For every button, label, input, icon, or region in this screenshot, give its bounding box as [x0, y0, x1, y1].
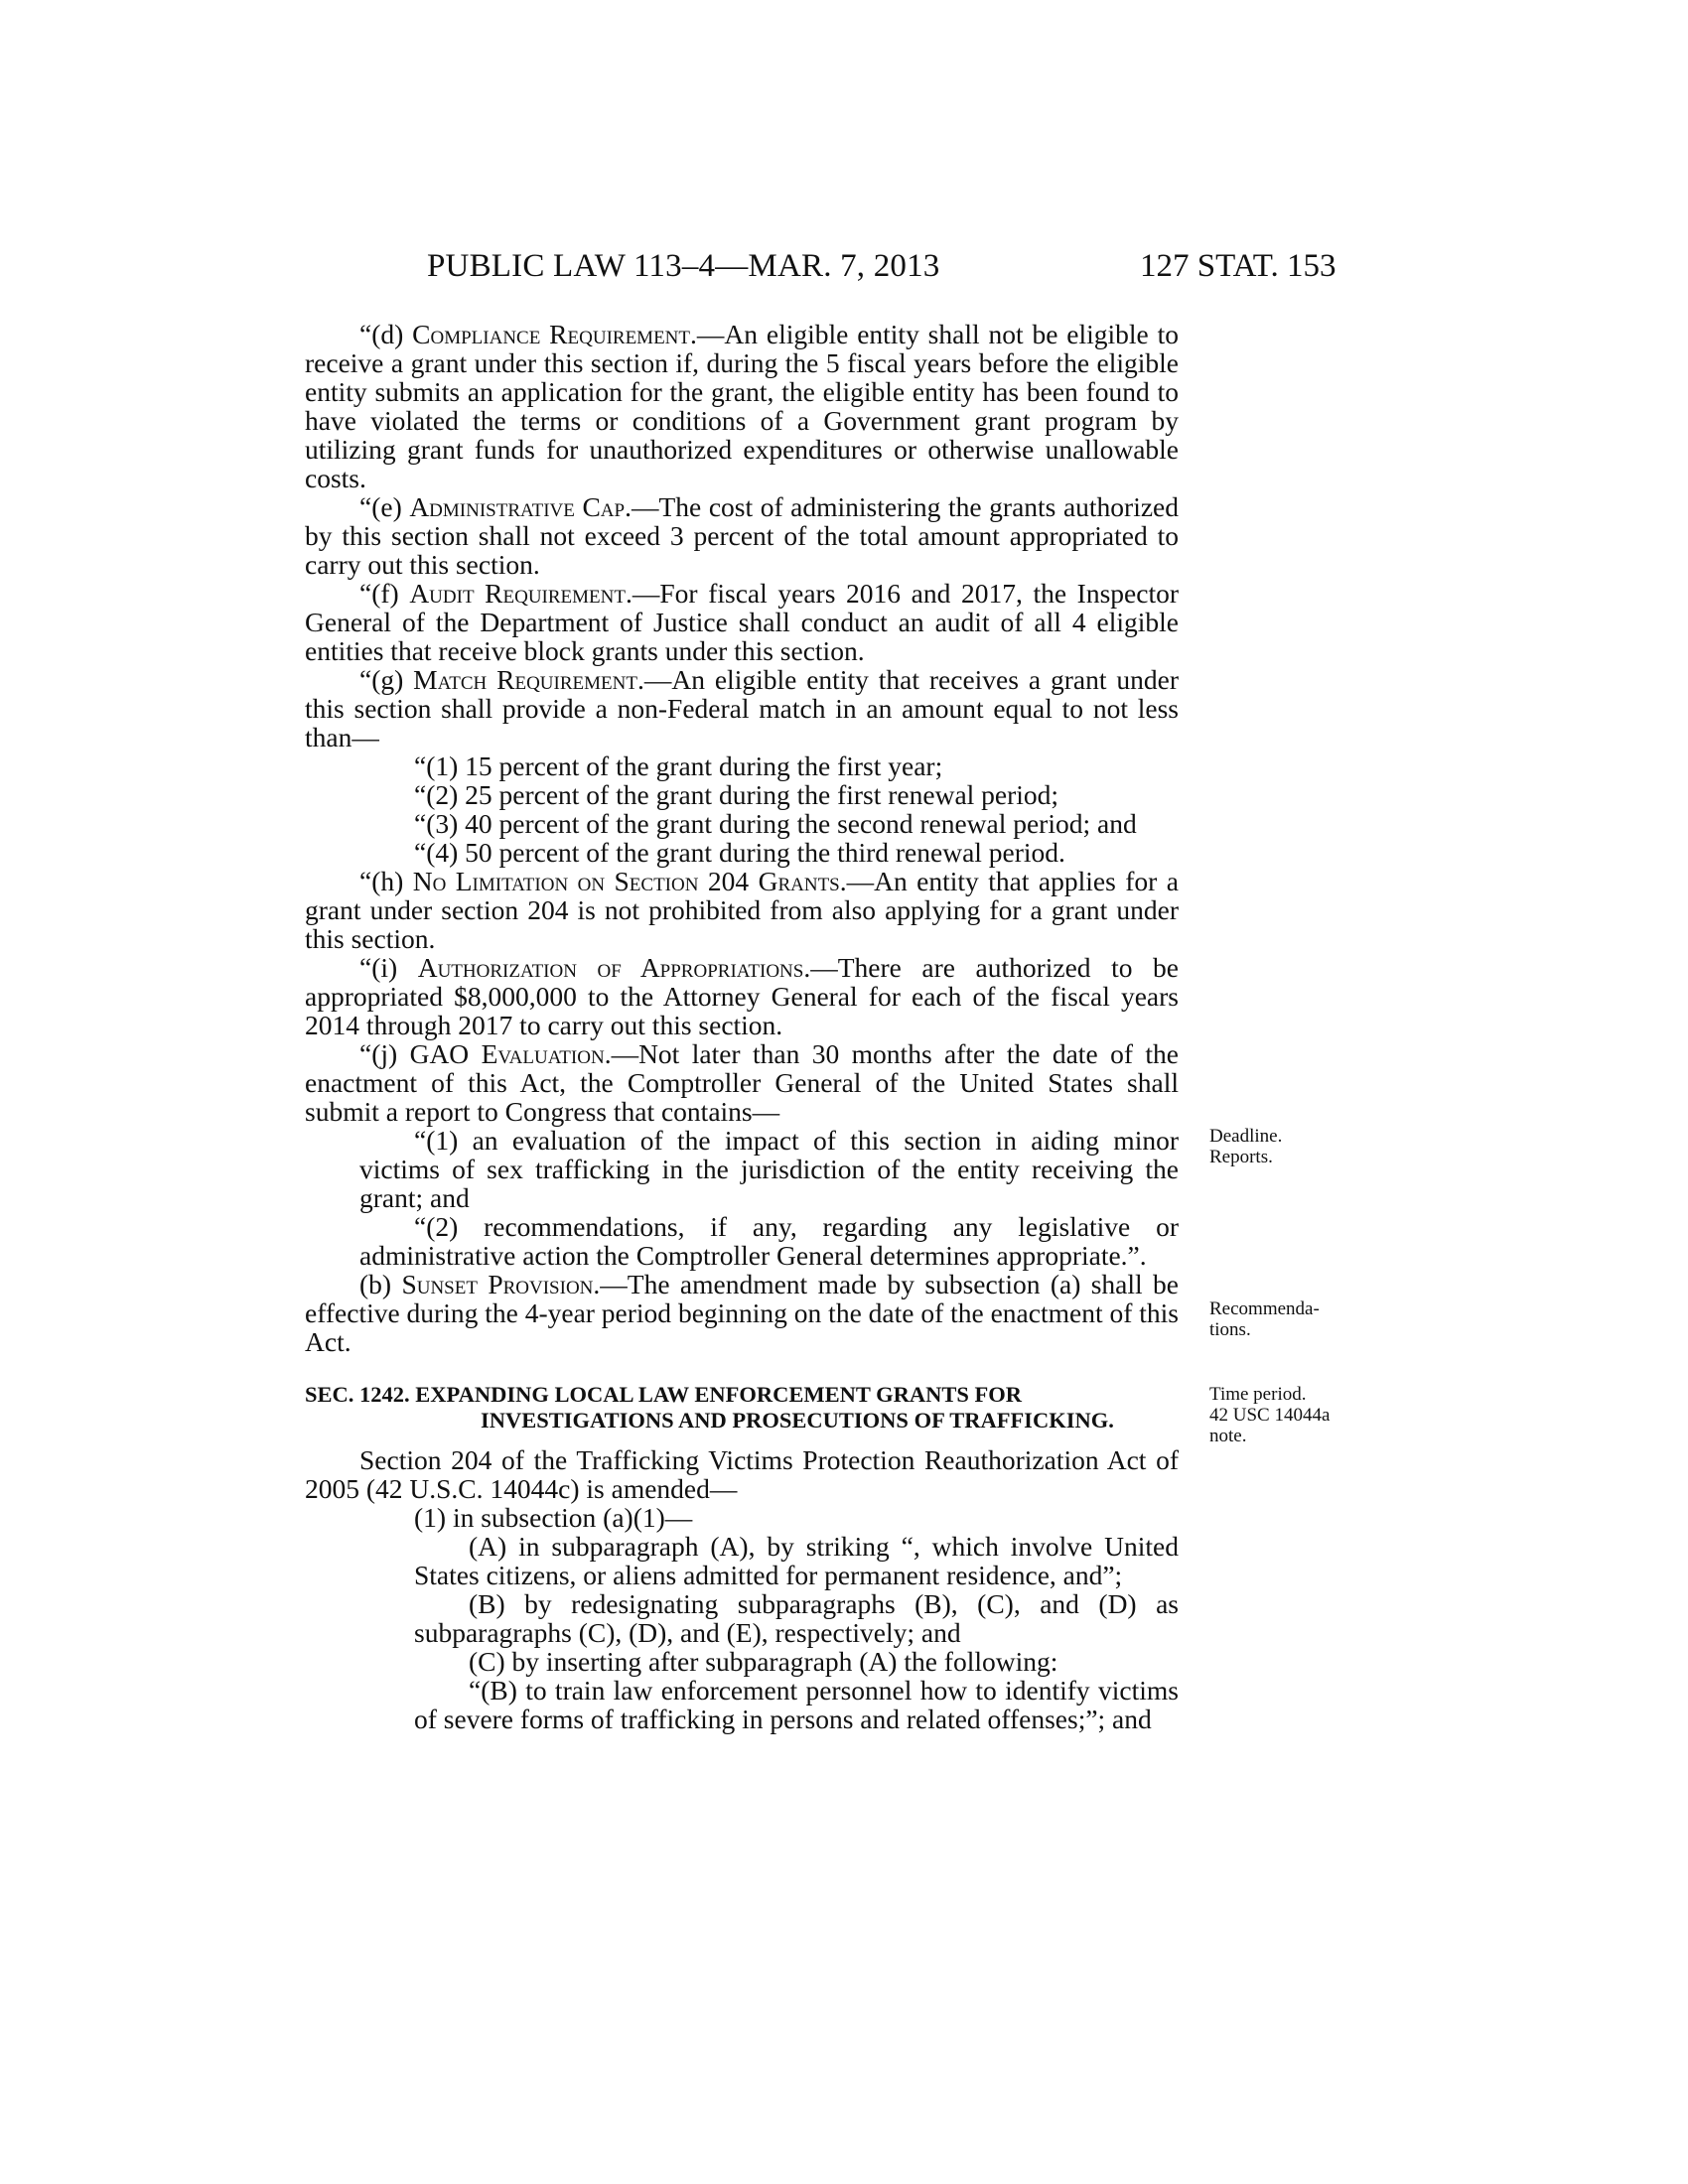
heading-no-limitation: No Limitation on Section 204 Grants [412, 866, 840, 896]
section-heading: SEC. 1242. EXPANDING LOCAL LAW ENFORCEMENT GRANTS FOR INVESTIGATIONS AND PROSECUTIONS OF TRAFFICKING. [305, 1382, 1114, 1433]
main-text-column [305, 320, 1179, 1733]
paragraph-g-1: “(1) 15 percent of the grant during the first year; [414, 751, 943, 781]
margin-note-deadline-reports: Deadline. Reports. [1209, 1126, 1283, 1167]
paragraph-j-1: “(1) an evaluation of the impact of this section in aiding minor victims of sex trafficking in the jurisdiction of the entity receiving the grant; and [359, 1125, 1179, 1213]
margin-note-recommendations: Recommenda- tions. [1209, 1298, 1320, 1340]
stat-citation: 127 STAT. 153 [1140, 248, 1336, 284]
paragraph-d: “(d) Compliance Requirement.—An eligible entity shall not be eligible to receive a grant under this section if, during the 5 fiscal years before the eligible entity submits an application for the grant, the eligible entity has been found to have violated the terms or conditions of a Government grant program by utilizing grant funds for unauthorized expenditures or otherwise unallowable costs. [305, 319, 1180, 493]
heading-audit-requirement: Audit Requirement [409, 578, 626, 609]
paragraph-1: (1) in subsection (a)(1)— [414, 1502, 693, 1533]
paragraph-quoted-B: “(B) to train law enforcement personnel how to identify victims of severe forms of trafficking in persons and related offenses;”; and [414, 1675, 1179, 1734]
heading-authorization-of-appropriations: Authorization of Appropriations [417, 952, 804, 983]
heading-match-requirement: Match Requirement [413, 664, 637, 695]
paragraph-g: “(g) Match Requirement.—An eligible entity that receives a grant under this section shall provide a non-Federal match in an amount equal to not less than— [305, 664, 1179, 752]
paragraph-A: (A) in subparagraph (A), by striking “, which involve United States citizens, or aliens admitted for permanent residence, and”; [414, 1531, 1179, 1590]
paragraph-e: “(e) Administrative Cap.—The cost of administering the grants authorized by this section shall not exceed 3 percent of the total amount appropriated to carry out this section. [305, 491, 1180, 580]
paragraph-g-4: “(4) 50 percent of the grant during the third renewal period. [414, 837, 1065, 868]
paragraph-C: (C) by inserting after subparagraph (A) the following: [469, 1646, 1058, 1677]
margin-note-time-period: Time period. 42 USC 14044a note. [1209, 1384, 1331, 1446]
heading-gao-evaluation: GAO Evaluation [409, 1038, 605, 1069]
paragraph-j-2: “(2) recommendations, if any, regarding any legislative or administrative action the Comptroller General determines appropriate.”. [359, 1211, 1179, 1271]
heading-compliance-requirement: Compliance Requirement [412, 319, 691, 349]
running-head: PUBLIC LAW 113–4—MAR. 7, 2013 [427, 248, 940, 284]
paragraph-i: “(i) Authorization of Appropriations.—There are authorized to be appropriated $8,000,000 to the Attorney General for each of the fiscal years 2014 through 2017 to carry out this section. [305, 952, 1179, 1040]
paragraph-section-204: Section 204 of the Trafficking Victims Protection Reauthorization Act of 2005 (42 U.S.C. 14044c) is amended— [305, 1444, 1179, 1504]
heading-administrative-cap: Administrative Cap [409, 491, 626, 522]
paragraph-f: “(f) Audit Requirement.—For fiscal years 2016 and 2017, the Inspector General of the Department of Justice shall conduct an audit of all 4 eligible entities that receive block grants under this section. [305, 578, 1179, 666]
paragraph-B: (B) by redesignating subparagraphs (B), (C), and (D) as subparagraphs (C), (D), and (E), respectively; and [414, 1588, 1179, 1648]
paragraph-g-3: “(3) 40 percent of the grant during the second renewal period; and [414, 808, 1137, 839]
paragraph-g-2: “(2) 25 percent of the grant during the first renewal period; [414, 779, 1059, 810]
heading-sunset-provision: Sunset Provision [401, 1269, 594, 1299]
paragraph-j: “(j) GAO Evaluation.—Not later than 30 months after the date of the enactment of this Act, the Comptroller General of the United States shall submit a report to Congress that contains— [305, 1038, 1179, 1127]
paragraph-h: “(h) No Limitation on Section 204 Grants.—An entity that applies for a grant under section 204 is not prohibited from also applying for a grant under this section. [305, 866, 1179, 954]
paragraph-b: (b) Sunset Provision.—The amendment made by subsection (a) shall be effective during the 4-year period beginning on the date of the enactment of this Act. [305, 1269, 1179, 1357]
